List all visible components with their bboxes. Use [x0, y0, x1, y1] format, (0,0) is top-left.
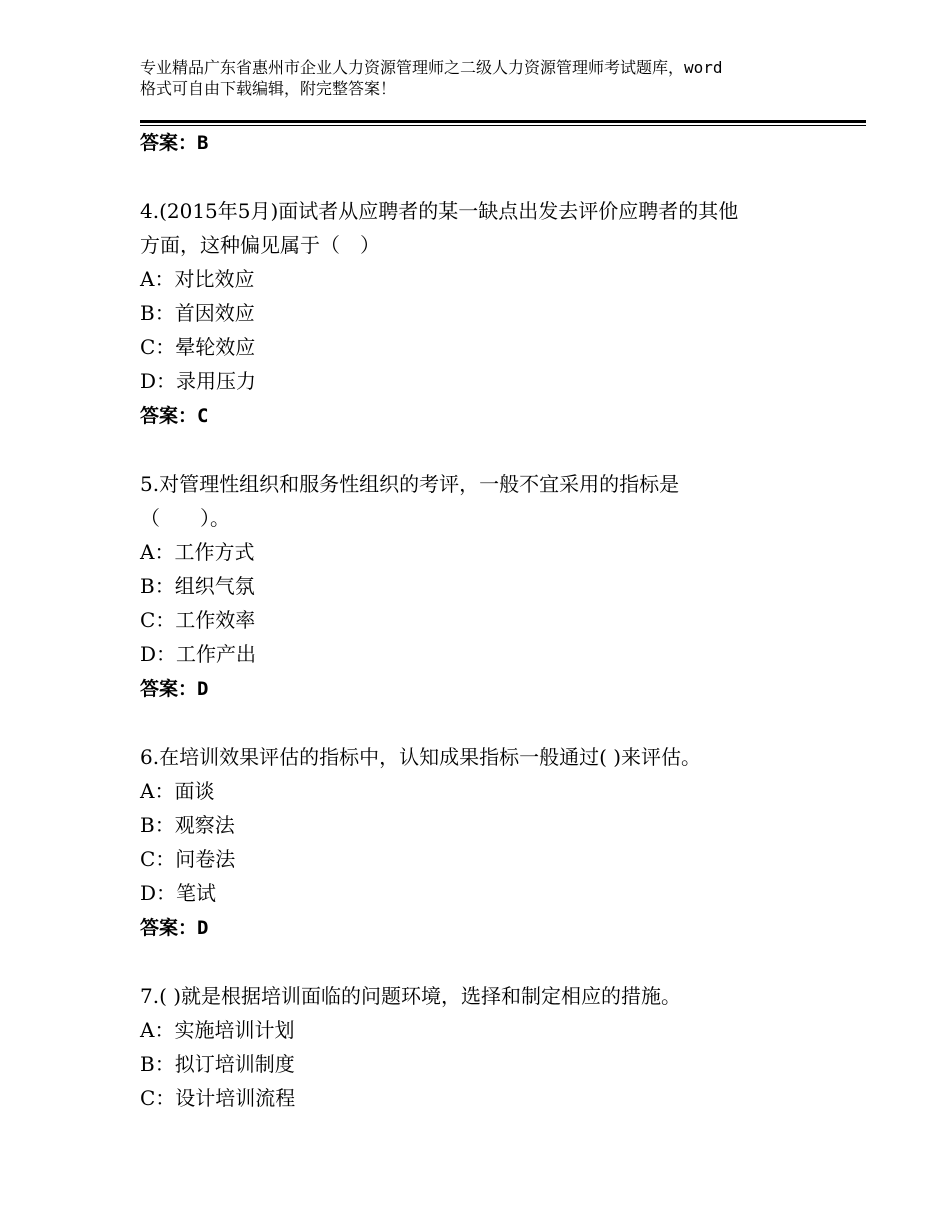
question-5-option-c: C：工作效率 — [140, 608, 256, 632]
question-4-option-d: D：录用压力 — [140, 369, 257, 393]
header-line-2: 格式可自由下载编辑，附完整答案！ — [140, 79, 397, 98]
question-6-stem-line-1: 6.在培训效果评估的指标中，认知成果指标一般通过( )来评估。 — [140, 745, 702, 769]
header-divider-thin — [140, 125, 866, 126]
question-5-answer: 答案：D — [140, 678, 209, 700]
question-4-option-c: C：晕轮效应 — [140, 335, 256, 359]
question-5-option-a: A：工作方式 — [140, 540, 255, 564]
question-7-option-c: C：设计培训流程 — [140, 1086, 296, 1110]
question-5-stem-line-2: （ ）。 — [140, 506, 230, 530]
header-line-1: 专业精品广东省惠州市企业人力资源管理师之二级人力资源管理师考试题库，word — [140, 58, 723, 77]
question-6-answer: 答案：D — [140, 917, 209, 939]
question-7-option-a: A：实施培训计划 — [140, 1018, 295, 1042]
header-divider-thick — [140, 120, 866, 123]
question-5-option-d: D：工作产出 — [140, 642, 257, 666]
question-6-option-d: D：笔试 — [140, 881, 217, 905]
question-4-option-b: B：首因效应 — [140, 301, 255, 325]
question-5-option-b: B：组织气氛 — [140, 574, 255, 598]
question-6-option-c: C：问卷法 — [140, 847, 236, 871]
question-6-option-a: A：面谈 — [140, 779, 215, 803]
question-4-stem-line-2: 方面，这种偏见属于（ ） — [140, 233, 380, 257]
question-4-stem-line-1: 4.(2015年5月)面试者从应聘者的某一缺点出发去评价应聘者的其他 — [140, 199, 739, 223]
question-6-option-b: B：观察法 — [140, 813, 235, 837]
question-7-option-b: B：拟订培训制度 — [140, 1052, 295, 1076]
document-header — [140, 57, 840, 99]
question-5-stem-line-1: 5.对管理性组织和服务性组织的考评，一般不宜采用的指标是 — [140, 472, 680, 496]
question-4-answer: 答案：C — [140, 405, 209, 427]
question-4-option-a: A：对比效应 — [140, 267, 255, 291]
previous-answer: 答案：B — [140, 132, 209, 154]
question-7-stem-line-1: 7.( )就是根据培训面临的问题环境，选择和制定相应的措施。 — [140, 984, 682, 1008]
